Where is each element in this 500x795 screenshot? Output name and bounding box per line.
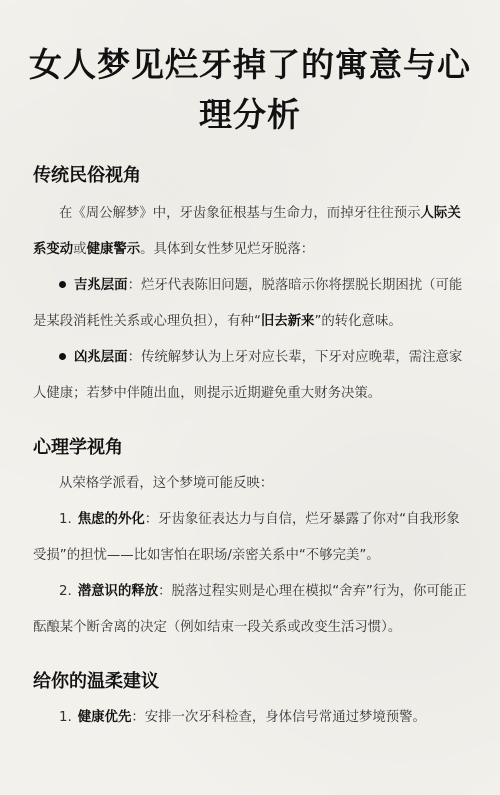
section-heading-folk: 传统民俗视角 bbox=[33, 165, 141, 186]
title-line-2: 理分析 bbox=[199, 95, 301, 134]
psychology-item-2 bbox=[33, 574, 468, 646]
psychology-item-1 bbox=[33, 502, 468, 574]
section-heading-psychology: 心理学视角 bbox=[33, 437, 123, 458]
item-text-health: ：安排一次牙科检查，身体信号常通过梦境预警。 bbox=[131, 710, 426, 725]
folk-intro-text-a: 在《周公解梦》中，牙齿象征根基与生命力，而掉牙往往预示 bbox=[59, 206, 421, 221]
section-heading-advice: 给你的温柔建议 bbox=[33, 671, 159, 692]
folk-intro-emphasis-health: 健康警示 bbox=[86, 242, 141, 257]
item-label-subconscious: 潜意识的释放 bbox=[77, 584, 159, 599]
bullet-dot-icon bbox=[59, 281, 66, 288]
title-line-1: 女人梦见烂牙掉了的寓意与心 bbox=[29, 45, 471, 84]
item-number: 1. bbox=[59, 512, 72, 527]
bullet-text-ominous: ：传统解梦认为上牙对应长辈，下牙对应晚辈，需注意家人健康；若梦中伴随出血，则提示近期避免重大财务决策。 bbox=[33, 350, 463, 401]
item-number: 2. bbox=[59, 584, 72, 599]
item-text-anxiety: ：牙齿象征表达力与自信，烂牙暴露了你对“自我形象受损”的担忧——比如害怕在职场/亲密关系中“不够完美”。 bbox=[33, 512, 460, 563]
bullet-text-auspicious-c: ”的转化意味。 bbox=[314, 314, 402, 329]
folk-intro-emphasis-relations: 人际关系变动 bbox=[33, 206, 461, 257]
advice-item-1 bbox=[33, 700, 468, 736]
bullet-emphasis-renewal: 旧去新来 bbox=[260, 314, 315, 329]
folk-intro-text-c: 或 bbox=[73, 242, 87, 257]
item-label-anxiety: 焦虑的外化 bbox=[77, 512, 145, 527]
item-number: 1. bbox=[59, 710, 72, 725]
folk-intro-paragraph bbox=[33, 196, 468, 268]
bullet-dot-icon bbox=[59, 353, 66, 360]
bullet-text-auspicious-a: ：烂牙代表陈旧问题，脱落暗示你将摆脱长期困扰（可能是某段消耗性关系或心理负担），有种“ bbox=[33, 278, 463, 329]
bullet-label-auspicious: 吉兆层面 bbox=[74, 278, 128, 293]
folk-bullet-auspicious bbox=[33, 268, 468, 340]
psychology-intro: 从荣格学派看，这个梦境可能反映： bbox=[59, 476, 274, 491]
folk-intro-text-e: 。具体到女性梦见烂牙脱落： bbox=[140, 242, 315, 257]
page-title bbox=[20, 40, 480, 140]
item-label-health: 健康优先 bbox=[77, 710, 132, 725]
item-text-subconscious: ：脱落过程实则是心理在模拟“舍弃”行为，你可能正酝酿某个断舍离的决定（例如结束一段关系或改变生活习惯）。 bbox=[33, 584, 467, 635]
bullet-label-ominous: 凶兆层面 bbox=[74, 350, 128, 365]
folk-bullet-ominous bbox=[33, 340, 468, 412]
